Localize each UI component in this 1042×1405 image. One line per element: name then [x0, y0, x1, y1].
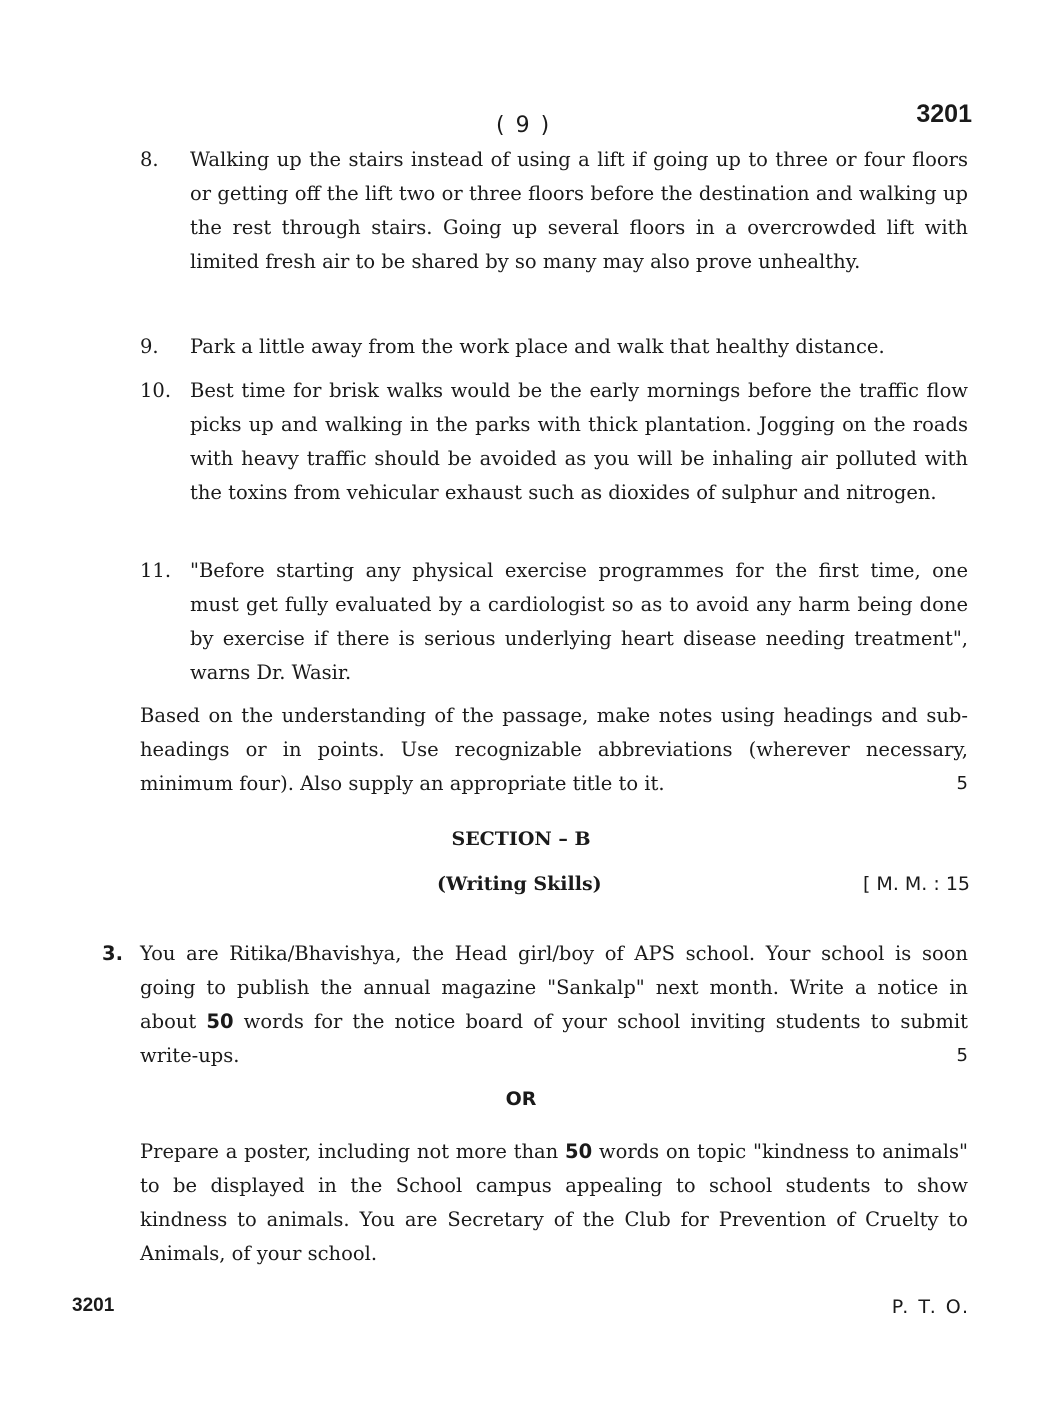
paper-code-top: 3201: [916, 100, 972, 128]
question-text: [140, 937, 968, 1073]
word-count: 50: [206, 1010, 234, 1033]
paper-code-bottom: 3201: [72, 1295, 115, 1316]
section-subtitle: (Writing Skills): [437, 873, 602, 895]
item-text: Park a little away from the work place and walk that healthy distance.: [190, 335, 885, 358]
question: [102, 937, 968, 1073]
item-number: 10.: [140, 379, 172, 402]
item-number: 9.: [140, 335, 159, 358]
question-text-part: words on topic "kindness to animals" to be displayed in the School campus appealing to school students to show kindness to animals. You are Secretary of the Club for Prevention of Cruelty to Animals, of your school.: [140, 1140, 969, 1265]
marks: 5: [956, 773, 968, 794]
max-marks: [ M. M. : 15: [862, 873, 970, 895]
item-text: Best time for brisk walks would be the early mornings before the traffic flow picks up and walking in the parks with thick plantation. Jogging on the roads with heavy traffic should be avoided as you will be inhaling air polluted with the toxins from vehicular exhaust such as dioxides of sulphur and nitrogen.: [190, 379, 968, 504]
list-item: [140, 143, 968, 279]
question-text-part: Prepare a poster, including not more than: [140, 1140, 566, 1163]
list-item: [140, 330, 968, 364]
alternative-question: [140, 1135, 968, 1271]
item-number: 11.: [140, 559, 172, 582]
list-item: [140, 374, 968, 510]
marks: 5: [956, 1045, 968, 1066]
item-text: Walking up the stairs instead of using a lift if going up to three or four floors or getting off the lift two or three floors before the destination and walking up the rest through stairs. Going up several floors in a overcrowded lift with limited fresh air to be shared by so many may also prove unhealthy.: [190, 148, 968, 273]
instruction-text: Based on the understanding of the passage, make notes using headings and sub-headings or in points. Use recognizable abbreviations (wherever necessary, minimum four). Also supply an appropriate title to it.: [140, 704, 968, 795]
word-count: 50: [565, 1140, 593, 1163]
instruction-paragraph: [140, 699, 968, 801]
item-text: "Before starting any physical exercise programmes for the first time, one must get fully evaluated by a cardiologist so as to avoid any harm being done by exercise if there is serious underlying heart disease needing treatment", warns Dr. Wasir.: [190, 559, 968, 684]
page-number: ( 9 ): [496, 113, 552, 138]
list-item: [140, 554, 968, 690]
item-number: 8.: [140, 148, 159, 171]
section-title: SECTION – B: [451, 828, 591, 850]
question-text-part: words for the notice board of your school inviting students to submit write-ups.: [140, 1010, 968, 1067]
pto-label: P. T. O.: [891, 1296, 970, 1318]
question-number: 3.: [102, 942, 123, 965]
or-label: OR: [505, 1088, 537, 1110]
question-text-part: You are Ritika/Bhavishya, the Head girl/boy of APS school. Your school is soon going to publish the annual magazine "Sankalp" next month. Write a notice in about: [140, 942, 968, 1033]
